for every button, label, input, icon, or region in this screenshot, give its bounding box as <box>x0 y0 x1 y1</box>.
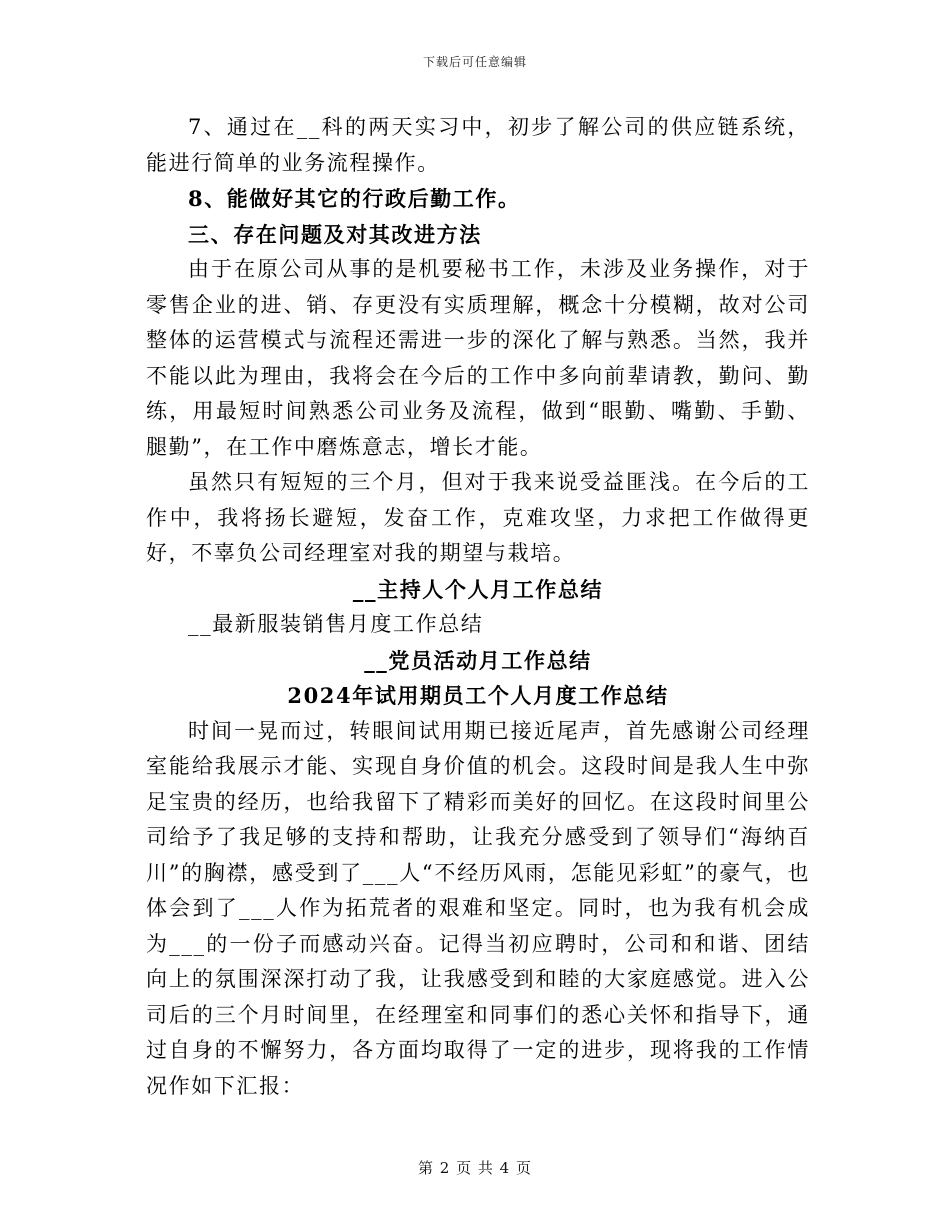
title-probation-summary: 2024年试用期员工个人月度工作总结 <box>287 683 669 708</box>
section-heading-problems: 三、存在问题及对其改进方法 <box>188 221 482 247</box>
paragraph-item-8: 8、能做好其它的行政后勤工作。 <box>188 186 521 211</box>
page-footer: 第 2 页 共 4 页 <box>418 1159 532 1177</box>
paragraph-item-7: 7、通过在__科的两天实习中，初步了解公司的供应链系统，能进行简单的业务流程操作。 <box>146 115 810 175</box>
paragraph-probation-body: 时间一晃而过，转眼间试用期已接近尾声，首先感谢公司经理室能给我展示才能、实现自身价值的机会。这段时间是我人生中弥足宝贵的经历，也给我留下了精彩而美好的回忆。在这段时间里公司给予了我足够的支持和帮助，让我充分感受到了领导们“海纳百川”的胸襟，感受到了___人“不经历风雨，怎能见彩虹”的豪气，也体会到了___人作为拓荒者的艰难和坚定。同时，也为我有机会成为___的一份子而感动兴奋。记得当初应聘时，公司和和谐、团结向上的氛围深深打动了我，让我感受到和睦的大家庭感觉。进入公司后的三个月时间里，在经理室和同事们的悉心关怀和指导下，通过自身的不懈努力，各方面均取得了一定的进步，现将我的工作情况作如下汇报： <box>146 718 810 1098</box>
title-party-activity-summary: __党员活动月工作总结 <box>364 647 592 673</box>
paragraph-conclusion: 虽然只有短短的三个月，但对于我来说受益匪浅。在今后的工作中，我将扬长避短，发奋工作，克难攻坚，力求把工作做得更好，不辜负公司经理室对我的期望与栽培。 <box>146 470 810 565</box>
line-clothing-sales-summary: __最新服装销售月度工作总结 <box>188 612 484 636</box>
paragraph-problems-body: 由于在原公司从事的是机要秘书工作，未涉及业务操作，对于零售企业的进、销、存更没有实质理解，概念十分模糊，故对公司整体的运营模式与流程还需进一步的深化了解与熟悉。当然，我并不能以此为理由，我将会在今后的工作中多向前辈请教，勤问、勤练，用最短时间熟悉公司业务及流程，做到“眼勤、嘴勤、手勤、腿勤”，在工作中磨炼意志，增长才能。 <box>146 257 810 459</box>
title-host-summary: __主持人个人月工作总结 <box>352 576 604 602</box>
page-header: 下载后可任意编辑 <box>422 55 527 69</box>
document-body <box>146 110 810 1104</box>
